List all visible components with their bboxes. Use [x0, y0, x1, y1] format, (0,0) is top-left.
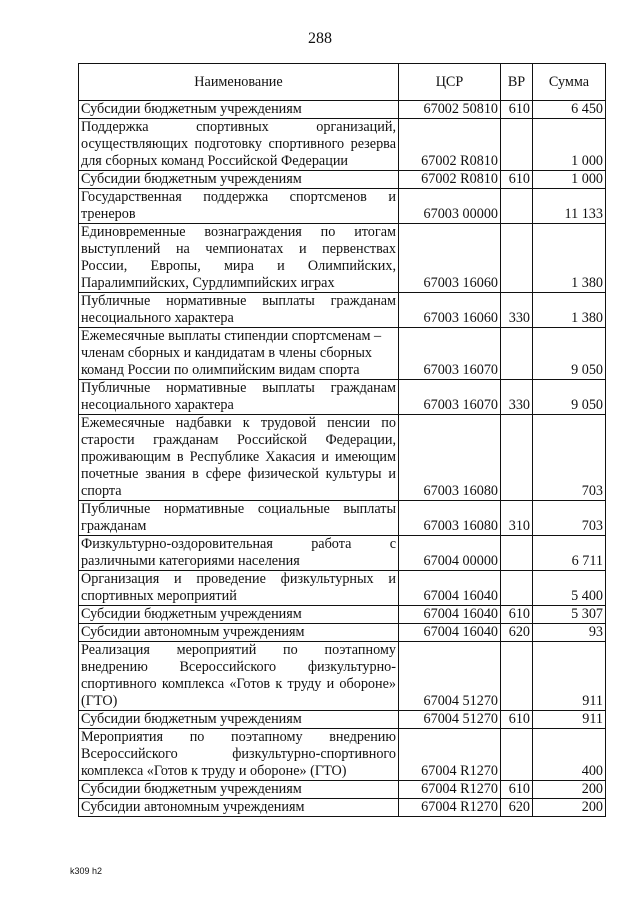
row-name: Реализация мероприятий по поэтапному внедрению Всероссийского физкультурно-спортивного комплекса «Готов к труду и обороне» (ГТО) — [79, 642, 399, 711]
row-name: Субсидии автономным учреждениям — [79, 624, 399, 642]
row-csr: 67004 R1270 — [399, 729, 501, 781]
row-csr: 67004 00000 — [399, 536, 501, 571]
row-sum: 703 — [533, 501, 606, 536]
row-sum: 5 400 — [533, 571, 606, 606]
row-csr: 67004 16040 — [399, 571, 501, 606]
row-vr: 610 — [501, 711, 533, 729]
row-csr: 67004 16040 — [399, 624, 501, 642]
row-sum: 5 307 — [533, 606, 606, 624]
row-csr: 67003 16080 — [399, 501, 501, 536]
row-vr — [501, 415, 533, 501]
row-sum: 93 — [533, 624, 606, 642]
row-sum: 1 380 — [533, 293, 606, 328]
row-name: Ежемесячные выплаты стипендии спортсменам – членам сборных и кандидатам в члены сборных команд России по олимпийским видам спорта — [79, 328, 399, 380]
header-csr: ЦСР — [399, 64, 501, 101]
header-sum: Сумма — [533, 64, 606, 101]
row-name: Государственная поддержка спортсменов и тренеров — [79, 189, 399, 224]
row-vr: 330 — [501, 380, 533, 415]
row-csr: 67004 R1270 — [399, 781, 501, 799]
row-vr — [501, 119, 533, 171]
table-row — [79, 781, 606, 799]
row-name: Субсидии бюджетным учреждениям — [79, 606, 399, 624]
row-vr: 610 — [501, 606, 533, 624]
row-sum: 911 — [533, 642, 606, 711]
table-row — [79, 642, 606, 711]
table-row — [79, 171, 606, 189]
row-vr — [501, 571, 533, 606]
row-sum: 6 711 — [533, 536, 606, 571]
row-vr: 620 — [501, 624, 533, 642]
row-csr: 67004 51270 — [399, 711, 501, 729]
row-name: Физкультурно-оздоровительная работа с различными категориями населения — [79, 536, 399, 571]
row-csr: 67004 16040 — [399, 606, 501, 624]
row-vr: 330 — [501, 293, 533, 328]
table-row — [79, 380, 606, 415]
row-name: Субсидии бюджетным учреждениям — [79, 781, 399, 799]
row-sum: 11 133 — [533, 189, 606, 224]
row-name: Единовременные вознаграждения по итогам выступлений на чемпионатах и первенствах России, Европы, мира и Олимпийских, Паралимпийских, Сурдлимпийских играх — [79, 224, 399, 293]
row-sum: 200 — [533, 799, 606, 817]
row-name: Ежемесячные надбавки к трудовой пенсии по старости гражданам Российской Федерации, проживающим в Республике Хакасия и имеющим почетные звания в сфере физической культуры и спорта — [79, 415, 399, 501]
row-vr: 610 — [501, 171, 533, 189]
row-name: Публичные нормативные выплаты гражданам несоциального характера — [79, 380, 399, 415]
row-name: Публичные нормативные выплаты гражданам несоциального характера — [79, 293, 399, 328]
table-row — [79, 224, 606, 293]
row-sum: 9 050 — [533, 328, 606, 380]
row-csr: 67002 50810 — [399, 101, 501, 119]
table-header-row — [79, 64, 606, 101]
table-row — [79, 799, 606, 817]
row-name: Организация и проведение физкультурных и спортивных мероприятий — [79, 571, 399, 606]
table-row — [79, 189, 606, 224]
row-vr: 610 — [501, 101, 533, 119]
page-number: 288 — [308, 30, 332, 47]
table-row — [79, 293, 606, 328]
row-name: Субсидии автономным учреждениям — [79, 799, 399, 817]
row-sum: 1 380 — [533, 224, 606, 293]
table-row — [79, 729, 606, 781]
row-sum: 200 — [533, 781, 606, 799]
row-vr: 310 — [501, 501, 533, 536]
document-code: k309 h2 — [70, 866, 103, 876]
table-row — [79, 101, 606, 119]
table-row — [79, 328, 606, 380]
row-csr: 67004 51270 — [399, 642, 501, 711]
row-sum: 400 — [533, 729, 606, 781]
row-vr: 610 — [501, 781, 533, 799]
row-sum: 9 050 — [533, 380, 606, 415]
row-csr: 67003 16070 — [399, 328, 501, 380]
row-sum: 911 — [533, 711, 606, 729]
row-name: Публичные нормативные социальные выплаты гражданам — [79, 501, 399, 536]
budget-table — [78, 63, 606, 817]
table-row — [79, 536, 606, 571]
table-row — [79, 501, 606, 536]
row-vr — [501, 328, 533, 380]
row-name: Субсидии бюджетным учреждениям — [79, 101, 399, 119]
row-csr: 67003 16060 — [399, 293, 501, 328]
row-sum: 1 000 — [533, 119, 606, 171]
row-vr — [501, 729, 533, 781]
row-sum: 703 — [533, 415, 606, 501]
row-csr: 67002 R0810 — [399, 119, 501, 171]
row-csr: 67003 16070 — [399, 380, 501, 415]
row-csr: 67003 16080 — [399, 415, 501, 501]
row-vr — [501, 189, 533, 224]
row-sum: 1 000 — [533, 171, 606, 189]
header-name: Наименование — [79, 64, 399, 101]
row-sum: 6 450 — [533, 101, 606, 119]
table-row — [79, 624, 606, 642]
table-row — [79, 606, 606, 624]
row-name: Субсидии бюджетным учреждениям — [79, 711, 399, 729]
row-vr — [501, 224, 533, 293]
row-csr: 67002 R0810 — [399, 171, 501, 189]
row-vr — [501, 642, 533, 711]
row-name: Поддержка спортивных организаций, осуществляющих подготовку спортивного резерва для сборных команд Российской Федерации — [79, 119, 399, 171]
row-vr: 620 — [501, 799, 533, 817]
table-row — [79, 415, 606, 501]
table-row — [79, 711, 606, 729]
row-csr: 67003 00000 — [399, 189, 501, 224]
table-row — [79, 119, 606, 171]
table-row — [79, 571, 606, 606]
row-name: Субсидии бюджетным учреждениям — [79, 171, 399, 189]
row-csr: 67003 16060 — [399, 224, 501, 293]
header-vr: ВР — [501, 64, 533, 101]
row-name: Мероприятия по поэтапному внедрению Всероссийского физкультурно-спортивного комплекса «Готов к труду и обороне» (ГТО) — [79, 729, 399, 781]
row-csr: 67004 R1270 — [399, 799, 501, 817]
row-vr — [501, 536, 533, 571]
